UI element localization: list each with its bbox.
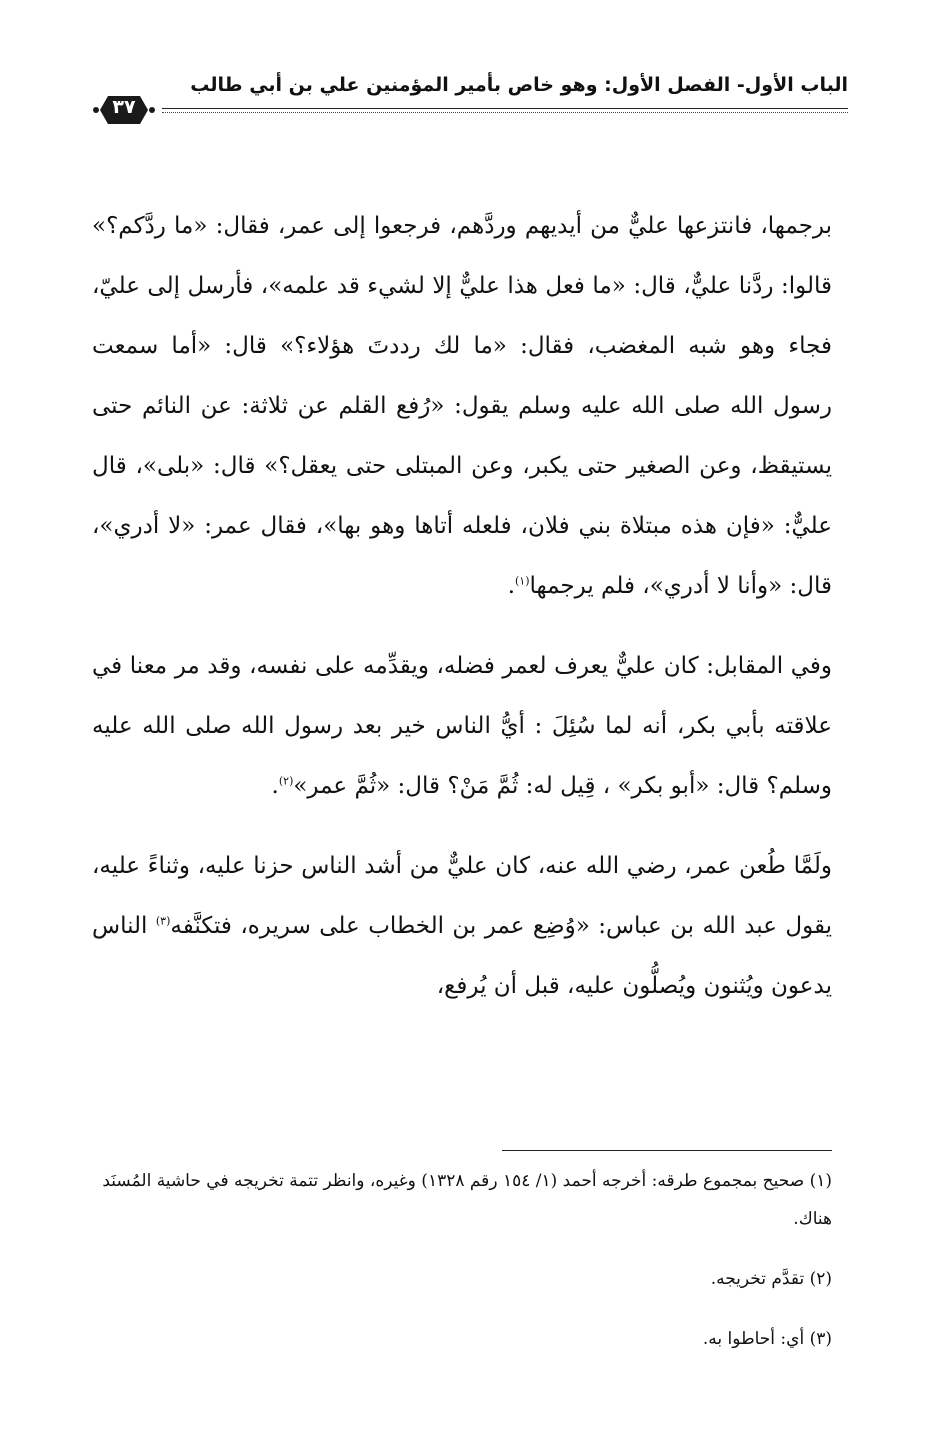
header-rule-dotted: [162, 112, 848, 113]
paragraph: [92, 836, 832, 1016]
main-text: [92, 196, 832, 1016]
footnotes: [92, 1162, 832, 1358]
footnote-ref[interactable]: (٣): [155, 914, 171, 928]
paragraph: [92, 196, 832, 616]
footnote: (٣) أي: أحاطوا به.: [702, 1329, 832, 1349]
paragraph-text: وفي المقابل: كان عليٌّ يعرف لعمر فضله، ويقدِّمه على نفسه، وقد مر معنا في علاقته بأبي بكر، أنه لما سُئِلَ : أيُّ الناس خير بعد رسول الله صلى الله عليه وسلم؟ قال: «أبو بكر» ، قِيل له: ثُمَّ مَنْ؟ قال: «ثُمَّ عمر»: [92, 653, 832, 799]
paragraph: [92, 636, 832, 816]
footnote: (٢) تقدَّم تخريجه.: [710, 1269, 832, 1289]
paragraph-tail: .: [507, 573, 515, 599]
page-number-badge: [92, 90, 156, 130]
footnote-ref[interactable]: (٢): [278, 774, 294, 788]
footnote-divider: [502, 1150, 832, 1151]
paragraph-tail: .: [271, 773, 279, 799]
page-number: ٣٧: [112, 96, 136, 118]
paragraph-tail: الناس يدعون ويُثنون ويُصلُّون عليه، قبل أن يُرفع،: [92, 913, 832, 999]
footnote-ref[interactable]: (١): [515, 574, 530, 588]
header-rule: [162, 108, 848, 109]
running-title: الباب الأول- الفصل الأول: وهو خاص بأمير المؤمنين علي بن أبي طالب: [190, 74, 848, 96]
paragraph-text: ولَمَّا طُعن عمر، رضي الله عنه، كان عليٌّ من أشد الناس حزنا عليه، وثناءً عليه، يقول عبد الله بن عباس: «وُضِع عمر بن الخطاب على سريره، فتكنَّفه: [92, 853, 832, 939]
running-header: [92, 66, 848, 126]
paragraph-text: برجمها، فانتزعها عليٌّ من أيديهم وردَّهم، فرجعوا إلى عمر، فقال: «ما ردَّكم؟» قالوا: ردَّنا عليٌّ، قال: «ما فعل هذا عليٌّ إلا لشيء قد علمه»، فأرسل إلى عليّ، فجاء وهو شبه المغضب، فقال: «ما لك رددتَ هؤلاء؟» قال: «أما سمعت رسول الله صلى الله عليه وسلم يقول: «رُفع القلم عن ثلاثة: عن النائم حتى يستيقظ، وعن الصغير حتى يكبر، وعن المبتلى حتى يعقل؟» قال: «بلى»، قال عليٌّ: «فإن هذه مبتلاة بني فلان، فلعله أتاها وهو بها»، فقال عمر: «لا أدري»، قال: «وأنا لا أدري»، فلم يرجمها: [92, 213, 833, 599]
footnote: (١) صحيح بمجموع طرقه: أخرجه أحمد (١/ ١٥٤ رقم ١٣٢٨) وغيره، وانظر تتمة تخريجه في حاشية المُسنَد هناك.: [102, 1171, 832, 1229]
